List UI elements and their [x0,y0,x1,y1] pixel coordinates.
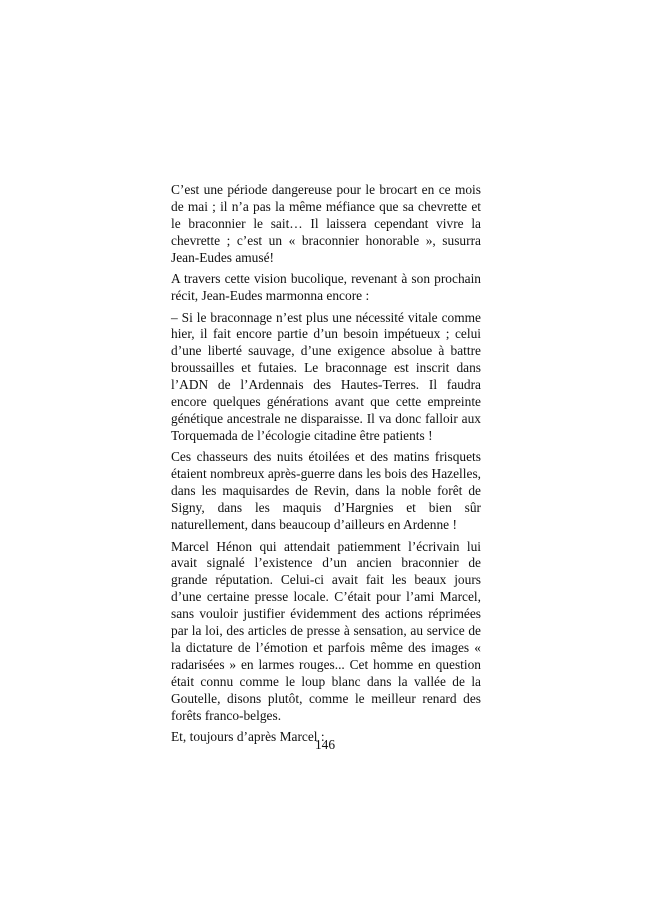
paragraph: C’est une période dangereuse pour le brocart en ce mois de mai ; il n’a pas la même méfiance que sa chevrette et le braconnier le sait… Il laissera cependant vivre la chevrette ; c’est un « braconnier honorable », susurra Jean-Eudes amusé! [171,182,481,265]
page-number: 146 [314,737,336,752]
body-text [171,182,481,751]
paragraph: Marcel Hénon qui attendait patiemment l’écrivain lui avait signalé l’existence d’un ancien braconnier de grande réputation. Celui-ci avait fait les beaux jours d’une certaine presse locale. C’était pour l’ami Marcel, sans vouloir justifier évidemment des actions réprimées par la loi, des articles de presse à sensation, au service de la dictature de l’émotion et parfois même des images « radarisées » en larmes rouges... Cet homme en question était connu comme le loup blanc dans la vallée de la Goutelle, disons plutôt, comme le meilleur renard des forêts franco-belges. [171,538,481,723]
paragraph: – Si le braconnage n’est plus une nécessité vitale comme hier, il fait encore partie d’un besoin impétueux ; celui d’une liberté sauvage, d’une exigence absolue à battre broussailles et futaies. Le braconnage est inscrit dans l’ADN de l’Ardennais des Hautes-Terres. Il faudra encore quelques générations avant que cette empreinte génétique ancestrale ne disparaisse. Il va donc falloir aux Torquemada de l’écologie citadine être patients ! [171,309,481,443]
paragraph: Et, toujours d’après Marcel : [171,729,325,745]
paragraph: Ces chasseurs des nuits étoilées et des matins frisquets étaient nombreux après-guerre dans les bois des Hazelles, dans les maquisardes de Revin, dans la noble forêt de Signy, dans les maquis d’Hargnies et bien sûr naturellement, dans beaucoup d’ailleurs en Ardenne ! [171,449,481,532]
paragraph: A travers cette vision bucolique, revenant à son prochain récit, Jean-Eudes marmonna encore : [171,271,481,304]
